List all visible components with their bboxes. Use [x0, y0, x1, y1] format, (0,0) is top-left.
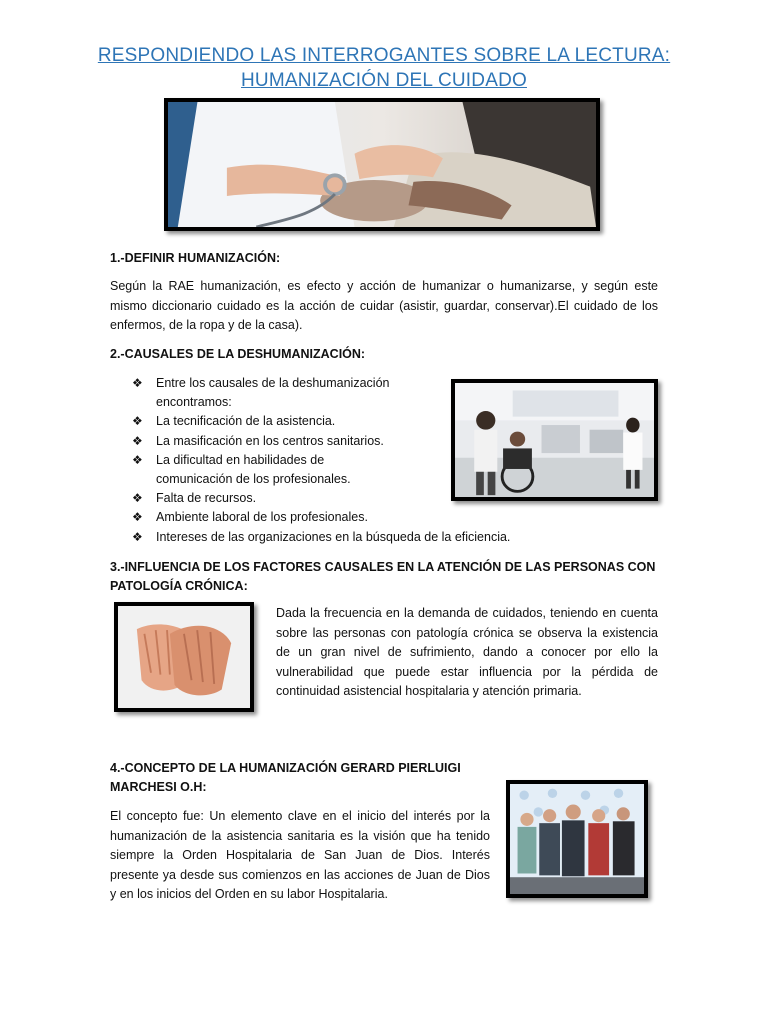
- diamond-bullet-icon: ❖: [132, 376, 143, 390]
- section-3-heading: [110, 558, 655, 596]
- section-3-text: Dada la frecuencia en la demanda de cuidados, teniendo en cuenta sobre las personas con patología crónica se observa la existencia de un gran nivel de sufrimiento, dando a conocer por ello la vulnerabilidad que puede estar influencia por la pérdida de continuidad asistencial hospitalaria y atención primaria.: [276, 606, 658, 698]
- group-photo: [506, 780, 648, 898]
- list-item: [130, 508, 570, 527]
- document-title: [80, 43, 688, 93]
- list-item: [130, 528, 570, 547]
- elderly-hands-illustration: [118, 606, 250, 708]
- section-4-heading: [110, 759, 461, 797]
- list-item-line: La dificultad en habilidades de: [156, 452, 325, 467]
- hands-illustration: [168, 102, 596, 227]
- list-item-line: Intereses de las organizaciones en la búsqueda de la eficiencia.: [156, 529, 511, 544]
- list-item-line: encontramos:: [156, 395, 232, 410]
- section-4-text: El concepto fue: Un elemento clave en el inicio del interés por la humanización de la asistencia sanitaria es la visión que ha tenido siempre la Orden Hospitalaria de San Juan de Dios. Interés presente ya desde sus comienzos en las acciones de Juan de Dios y en los inicios del Orden en su labor Hospitalaria.: [110, 809, 490, 901]
- diamond-bullet-icon: ❖: [132, 452, 143, 467]
- list-item-line: La tecnificación de la asistencia.: [156, 414, 336, 429]
- elderly-hands-photo: [114, 602, 254, 712]
- section-1-text: Según la RAE humanización, es efecto y acción de humanizar o humanizarse, y según este mismo diccionario cuidado es la acción de cuidar (asistir, guardar, conservar).El cuidado de los enfermos, de la ropa y de la casa).: [110, 279, 658, 332]
- diamond-bullet-icon: ❖: [132, 414, 143, 429]
- title-line-2: HUMANIZACIÓN DEL CUIDADO: [241, 70, 527, 91]
- diamond-bullet-icon: ❖: [132, 529, 143, 544]
- ward-illustration: [455, 383, 654, 497]
- list-item-line: Ambiente laboral de los profesionales.: [156, 510, 368, 525]
- heading-line: PATOLOGÍA CRÓNICA:: [110, 579, 248, 593]
- heading-line: MARCHESI O.H:: [110, 780, 207, 794]
- heading-line: 3.-INFLUENCIA DE LOS FACTORES CAUSALES EN LA ATENCIÓN DE LAS PERSONAS CON: [110, 560, 656, 574]
- list-item-line: La masificación en los centros sanitarios.: [156, 433, 384, 448]
- diamond-bullet-icon: ❖: [132, 491, 143, 506]
- list-item-line: Falta de recursos.: [156, 491, 257, 506]
- list-item-line: Entre los causales de la deshumanización: [156, 376, 390, 390]
- header-photo-hands: [164, 98, 600, 231]
- title-line-1: RESPONDIENDO LAS INTERROGANTES SOBRE LA LECTURA:: [97, 45, 671, 66]
- heading-line: 4.-CONCEPTO DE LA HUMANIZACIÓN GERARD PIERLUIGI: [110, 761, 461, 775]
- diamond-bullet-icon: ❖: [132, 433, 143, 448]
- diamond-bullet-icon: ❖: [132, 510, 143, 525]
- group-illustration: [510, 784, 644, 894]
- section-1-heading: 1.-DEFINIR HUMANIZACIÓN:: [110, 251, 281, 265]
- list-item-line: comunicación de los profesionales.: [156, 472, 351, 487]
- hospital-ward-photo: [451, 379, 658, 501]
- section-2-heading: 2.-CAUSALES DE LA DESHUMANIZACIÓN:: [110, 347, 366, 361]
